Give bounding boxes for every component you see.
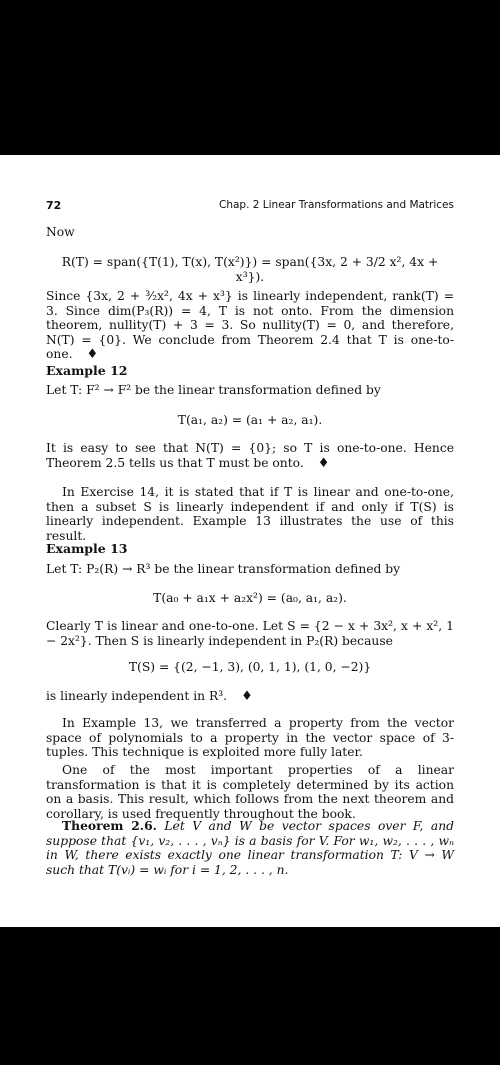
- range-equation: [46, 255, 454, 285]
- example-12-title: Example 12: [46, 363, 128, 378]
- now-label: Now: [46, 225, 75, 239]
- running-head: Chap. 2 Linear Transformations and Matrices: [219, 199, 454, 211]
- example-12-text-body: It is easy to see that N(T) = {0}; so T is one-to-one. Hence Theorem 2.5 tells us that T must be onto.: [46, 441, 454, 470]
- example-13-title: Example 13: [46, 541, 128, 556]
- qed-diamond-icon: ♦: [317, 455, 330, 471]
- paragraph-since: [46, 289, 454, 363]
- paragraph-since-text: Since {3x, 2 + ³⁄₂x², 4x + x³} is linearly independent, rank(T) = 3. Since dim(P₃(R)) = 4, T is not onto. From the dimension theorem, nullity(T) + 3 = 3. So nullity(T) = 0, and therefore, N(T) = {0}. We conclude from Theorem 2.4 that T is one-to-one.: [46, 289, 454, 362]
- example-12-intro: Let T: F² → F² be the linear transformation defined by: [46, 383, 381, 397]
- textbook-page: [0, 155, 500, 927]
- exercise-14-paragraph: In Exercise 14, it is stated that if T is linear and one-to-one, then a subset S is linearly independent if and only if T(S) is linearly independent. Example 13 illustrates the use of this result.: [46, 485, 454, 543]
- important-property-paragraph: One of the most important properties of a linear transformation is that it is completely determined by its action on a basis. This result, which follows from the next theorem and corollary, is used frequently throughout the book.: [46, 763, 454, 821]
- theorem-statement: Let V and W be vector spaces over F, and suppose that {v₁, v₂, . . . , vₙ} is a basis for V. For w₁, w₂, . . . , wₙ in W, there exists exactly one linear transformation T: V → W such that T(vᵢ) = wᵢ for i = 1, 2, . . . , n.: [46, 819, 454, 877]
- example-13-equation: T(a₀ + a₁x + a₂x²) = (a₀, a₁, a₂).: [153, 591, 347, 605]
- qed-diamond-icon: ♦: [86, 347, 99, 363]
- transfer-paragraph: In Example 13, we transferred a property from the vector space of polynomials to a property in the vector space of 3-tuples. This technique is exploited more fully later.: [46, 716, 454, 760]
- example-13-conclusion-text: is linearly independent in R³.: [46, 689, 228, 703]
- example-12-text: [46, 441, 454, 471]
- example-13-equation-2: T(S) = {(2, −1, 3), (0, 1, 1), (1, 0, −2)}: [128, 660, 372, 674]
- theorem-2-6: [46, 819, 454, 877]
- page-number: 72: [46, 199, 62, 212]
- example-12-equation: T(a₁, a₂) = (a₁ + a₂, a₁).: [177, 413, 323, 427]
- range-equation-text: R(T) = span({T(1), T(x), T(x²)}) = span({3x, 2 + 3/2 x², 4x + x³}).: [61, 255, 439, 284]
- qed-diamond-icon: ♦: [241, 689, 253, 704]
- theorem-label: Theorem 2.6.: [62, 818, 157, 833]
- example-13-intro: Let T: P₂(R) → R³ be the linear transformation defined by: [46, 562, 401, 576]
- example-13-conclusion: [46, 689, 454, 705]
- example-13-text: Clearly T is linear and one-to-one. Let S = {2 − x + 3x², x + x², 1 − 2x²}. Then S is linearly independent in P₂(R) because: [46, 619, 454, 648]
